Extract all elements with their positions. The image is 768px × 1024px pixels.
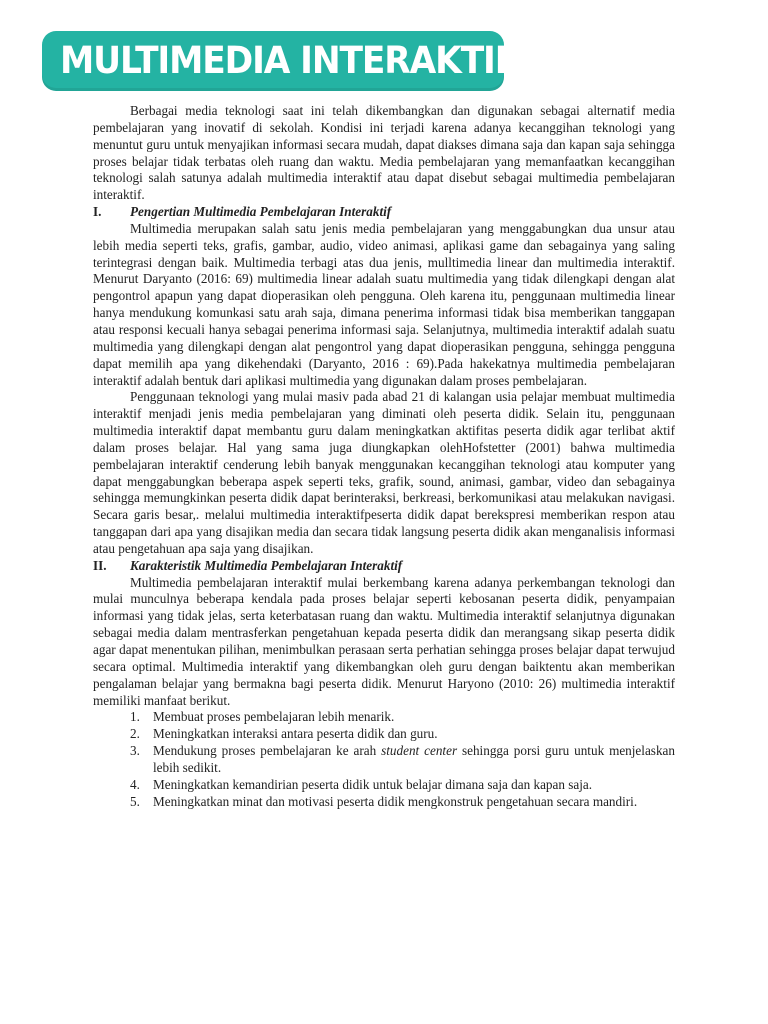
list-text: Meningkatkan minat dan motivasi peserta didik mengkonstruk pengetahuan secara mandiri. bbox=[153, 793, 638, 809]
list-item bbox=[130, 777, 675, 794]
document-body bbox=[93, 103, 675, 810]
list-number: 4. bbox=[130, 776, 140, 792]
list-text: Membuat proses pembelajaran lebih menarik. bbox=[153, 709, 395, 725]
list-number: 2. bbox=[130, 726, 140, 742]
page-title: MULTIMEDIA INTERAKTIF bbox=[60, 39, 518, 82]
section1-paragraph-1: Multimedia merupakan salah satu jenis media pembelajaran yang menggabungkan dua unsur atau lebih media seperti teks, grafis, gambar, audio, video animasi, aplikasi game dan sebagainya yang saling terintegrasi dengan baik. Multimedia terbagi atas dua jenis, mulltimedia linear dan multimedia interaktif. Menurut Daryanto (2016: 69) multimedia linear adalah suatu multimedia yang tidak dilengkapi dengan alat pengontrol apapun yang dapat dioperasikan oleh pengguna. Oleh karena itu, penggunaan multimedia linear hanya mendukung komunkasi satu arah saja, dimana penerima informasi tidak bisa memberikan tanggapan atau responsi kecuali hanya sebagai penerima informasi saja. Selanjutnya, multimedia interaktif adalah suatu multimedia yang dilengkapi dengan alat pengontrol yang dapat dioperasikan pengguna, sehingga pengguna dapat memilih apa yang dikehendaki (Daryanto, 2016 : 69).Pada hakekatnya multimedia pembelajaran interaktif adalah bentuk dari aplikasi multimedia yang digunakan dalam proses pembelajaran. bbox=[93, 220, 675, 388]
section1-paragraph-2: Penggunaan teknologi yang mulai masiv pada abad 21 di kalangan usia pelajar membuat multimedia interaktif menjadi jenis media pembelajaran yang diminati oleh peserta didik. Selain itu, penggunaan multimedia interaktif dapat membantu guru dalam meningkatkan aktifitas peserta didik agar terlibat aktif dalam proses belajar. Hal yang sama juga diungkapkan olehHofstetter (2001) bahwa multimedia pembelajaran interaktif cenderung lebih banyak menggunakan kecanggihan teknologi atau komputer yang dapat menggabungkan beberapa aspek seperti teks, grafik, sound, animasi, gambar, video dan sebagainya sehingga memungkinkan peserta didik dapat berinteraksi, berkreasi, berkomunikasi atau melakukan navigasi. Secara garis besar,. melalui multimedia interaktifpeserta didik dapat berekspresi memberikan respon atau tanggapan dari apa yang disajikan media dan secara tidak langsung peserta didik akan menganalisis informasi atau pengetahuan apa saja yang disajikan. bbox=[93, 389, 675, 556]
list-item bbox=[130, 743, 675, 777]
section-number: I. bbox=[93, 204, 102, 220]
section-heading-2 bbox=[93, 558, 675, 575]
list-item bbox=[130, 794, 675, 811]
list-item bbox=[130, 726, 675, 743]
section-title: Karakteristik Multimedia Pembelajaran Interaktif bbox=[130, 557, 403, 573]
section2-paragraph-1: Multimedia pembelajaran interaktif mulai berkembang karena adanya perkembangan teknologi dan mulai munculnya beberapa kendala pada proses belajar seperti kebosanan peserta didik, penyampaian informasi yang tidak jelas, serta keterbatasan ruang dan waktu. Multimedia interaktif selanjutnya digunakan sebagai media dalam mentrasferkan pengetahuan kepada peserta didik dan merangsang sikap peserta didik agar dapat menentukan pilihan, menimbulkan perasaan serta perhatian sehingga proses belajar dapat terwujud secara optimal. Multimedia interaktif yang dikembangkan oleh guru dengan baiktentu akan memberikan pengalaman belajar yang bermakna bagi peserta didik. Menurut Haryono (2010: 26) multimedia interaktif memiliki manfaat berikut. bbox=[93, 574, 675, 708]
list-text: Mendukung proses pembelajaran ke arah student center sehingga porsi guru untuk menjelaskan lebih sedikit. bbox=[153, 743, 675, 775]
section-title: Pengertian Multimedia Pembelajaran Interaktif bbox=[130, 204, 392, 220]
benefits-list bbox=[130, 709, 675, 810]
list-item bbox=[130, 709, 675, 726]
intro-paragraph: Berbagai media teknologi saat ini telah dikembangkan dan digunakan sebagai alternatif media pembelajaran yang inovatif di sekolah. Kondisi ini terjadi karena adanya kecanggihan teknologi yang menuntut guru untuk menyajikan informasi secara mudah, dapat diakses dimana saja dan kapan saja sehingga proses belajar tidak terbatas oleh ruang dan waktu. Media pembelajaran yang memanfaatkan kecanggihan teknologi salah satunya adalah multimedia interaktif atau dapat disebut sebagai multimedia pembelajaran interaktif. bbox=[93, 103, 675, 203]
list-number: 1. bbox=[130, 709, 140, 725]
list-text: Meningkatkan kemandirian peserta didik untuk belajar dimana saja dan kapan saja. bbox=[153, 776, 593, 792]
emphasis-text: student center bbox=[381, 743, 458, 759]
list-number: 3. bbox=[130, 743, 140, 759]
list-number: 5. bbox=[130, 793, 140, 809]
list-text: Meningkatkan interaksi antara peserta didik dan guru. bbox=[153, 726, 438, 742]
section-number: II. bbox=[93, 557, 107, 573]
title-banner bbox=[42, 31, 518, 91]
section-heading-1 bbox=[93, 204, 675, 221]
